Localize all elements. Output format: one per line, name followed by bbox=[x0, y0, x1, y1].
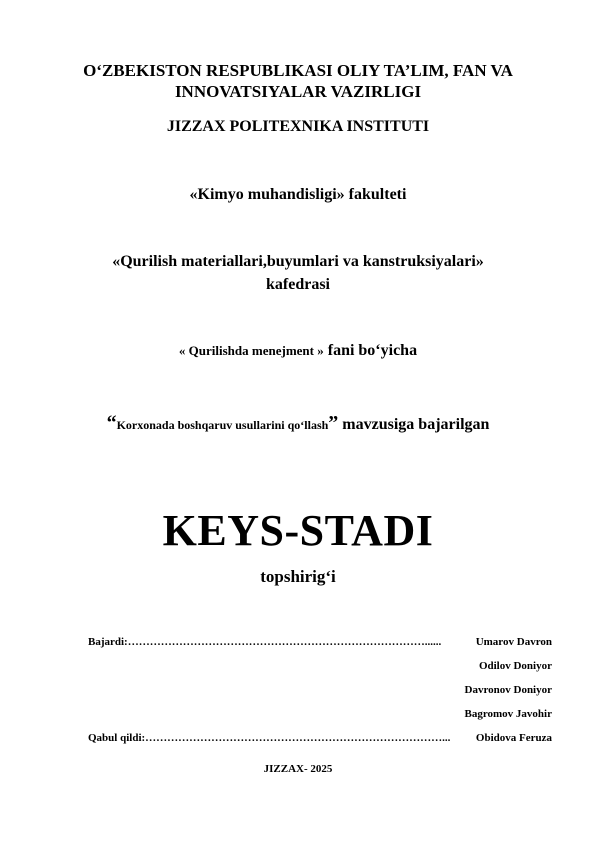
main-title: KEYS-STADI bbox=[162, 506, 434, 555]
accepted-row bbox=[88, 732, 552, 744]
faculty-name: «Kimyo muhandisligi» fakulteti bbox=[189, 186, 407, 203]
department-line-2: kafedrasi bbox=[266, 276, 330, 293]
subject-name: « Qurilishda menejment » bbox=[178, 343, 324, 358]
performer-name-3: Davronov Doniyor bbox=[464, 684, 552, 696]
topic-close-quote: ” bbox=[328, 412, 339, 434]
subject-line bbox=[0, 342, 596, 360]
performed-label: Bajardi:………………………………………………………………………...... bbox=[88, 636, 442, 648]
accepted-name: Obidova Feruza bbox=[475, 732, 552, 744]
performed-row bbox=[88, 636, 552, 648]
performer-name-4: Bagromov Javohir bbox=[464, 708, 552, 720]
ministry-line-2: INNOVATSIYALAR VAZIRLIGI bbox=[174, 82, 422, 101]
subtitle: topshirig‘i bbox=[260, 567, 336, 586]
footer-city-year: JIZZAX- 2025 bbox=[263, 763, 333, 775]
topic-open-quote: “ bbox=[106, 412, 117, 434]
performer-name-1: Umarov Davron bbox=[475, 636, 552, 648]
performer-name-2: Odilov Doniyor bbox=[478, 660, 552, 672]
institute-name: JIZZAX POLITEXNIKA INSTITUTI bbox=[166, 118, 430, 135]
topic-line bbox=[0, 412, 596, 435]
ministry-line-1: O‘ZBEKISTON RESPUBLIKASI OLIY TA’LIM, FAN VA bbox=[83, 61, 513, 80]
accepted-label: Qabul qildi:………………………………………………………………………... bbox=[88, 732, 451, 744]
department-line-1: «Qurilish materiallari,buyumlari va kanstruksiyalari» bbox=[112, 253, 484, 270]
topic-suffix: mavzusiga bajarilgan bbox=[342, 416, 490, 433]
subject-suffix: fani bo‘yicha bbox=[327, 342, 418, 359]
topic-name: Korxonada boshqaruv usullarini qo‘llash bbox=[116, 418, 329, 432]
